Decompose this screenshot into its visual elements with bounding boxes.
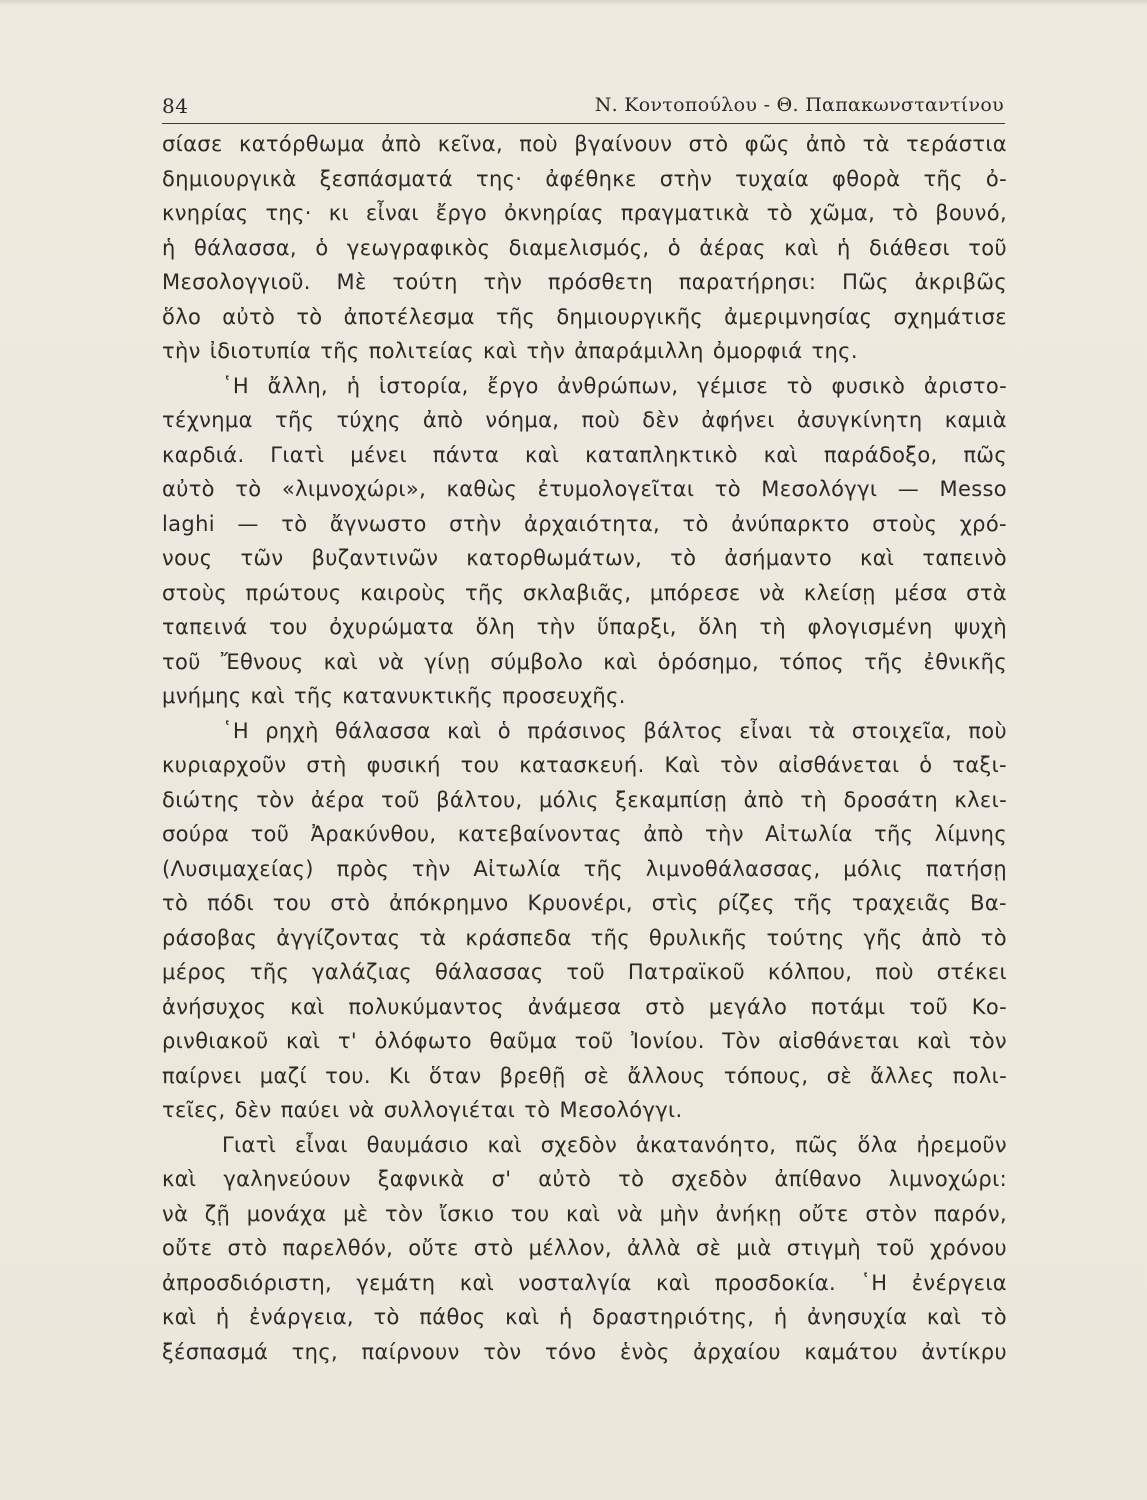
text-line: ταπεινά του ὀχυρώματα ὅλη τὴν ὕπαρξι, ὅλη τὴ φλογισμένη ψυχὴ <box>162 615 1007 639</box>
text-line: τέχνημα τῆς τύχης ἀπὸ νόημα, ποὺ δὲν ἀφήνει ἀσυγκίνητη καμιὰ <box>162 408 1007 432</box>
body-text <box>162 127 1007 1369</box>
text-line-paragraph-end: μνήμης καὶ τῆς κατανυκτικῆς προσευχῆς. <box>162 684 626 708</box>
text-line: κυριαρχοῦν στὴ φυσική του κατασκευή. Καὶ τὸν αἰσθάνεται ὁ ταξι- <box>162 753 1007 777</box>
text-line: αὐτὸ τὸ «λιμνοχώρι», καθὼς ἐτυμολογεῖται τὸ Μεσολόγγι — Messo <box>162 477 1007 501</box>
text-line: ξέσπασμά της, παίρνουν τὸν τόνο ἑνὸς ἀρχαίου καμάτου ἀντίκρυ <box>162 1339 1007 1364</box>
text-line: οὔτε στὸ παρελθόν, οὔτε στὸ μέλλον, ἀλλὰ σὲ μιὰ στιγμὴ τοῦ χρόνου <box>162 1236 1007 1260</box>
text-line: (Λυσιμαχείας) πρὸς τὴν Αἰτωλία τῆς λιμνοθάλασσας, μόλις πατήσῃ <box>162 856 1007 881</box>
text-line: ὅλο αὐτὸ τὸ ἀποτέλεσμα τῆς δημιουργικῆς ἀμεριμνησίας σχημάτισε <box>162 304 1007 329</box>
text-line-paragraph-end: τεῖες, δὲν παύει νὰ συλλογιέται τὸ Μεσολόγγι. <box>162 1098 683 1122</box>
text-line-paragraph-start: ῾Η ἄλλη, ἡ ἱστορία, ἔργο ἀνθρώπων, γέμισε τὸ φυσικὸ ἀριστο- <box>222 373 1007 398</box>
running-head: Ν. Κοντοπούλου - Θ. Παπακωνσταντίνου <box>594 94 1004 116</box>
text-line: μέρος τῆς γαλάζιας θάλασσας τοῦ Πατραϊκοῦ κόλπου, ποὺ στέκει <box>162 960 1007 984</box>
header-rule <box>162 123 1005 124</box>
text-line-paragraph-end: τὴν ἰδιοτυπία τῆς πολιτείας καὶ τὴν ἀπαράμιλλη ὀμορφιά της. <box>162 339 858 363</box>
text-line: ἡ θάλασσα, ὁ γεωγραφικὸς διαμελισμός, ὁ ἀέρας καὶ ἡ διάθεσι τοῦ <box>162 235 1007 260</box>
text-line: ἀπροσδιόριστη, γεμάτη καὶ νοσταλγία καὶ προσδοκία. ῾Η ἐνέργεια <box>162 1270 1007 1295</box>
text-line: σίασε κατόρθωμα ἀπὸ κεῖνα, ποὺ βγαίνουν στὸ φῶς ἀπὸ τὰ τεράστια <box>162 132 1007 156</box>
page-header <box>162 94 1004 124</box>
text-line: τὸ πόδι του στὸ ἀπόκρημνο Κρυονέρι, στὶς ρίζες τῆς τραχειᾶς Βα- <box>162 891 1007 915</box>
text-line: στοὺς πρώτους καιροὺς τῆς σκλαβιᾶς, μπόρεσε νὰ κλείσῃ μέσα στὰ <box>162 580 1007 605</box>
page-number: 84 <box>162 94 189 118</box>
text-line-paragraph-start: ῾Η ρηχὴ θάλασσα καὶ ὁ πράσινος βάλτος εἶναι τὰ στοιχεῖα, ποὺ <box>222 718 1007 743</box>
text-line: laghi — τὸ ἄγνωστο στὴν ἀρχαιότητα, τὸ ἀνύπαρκτο στοὺς χρό- <box>162 511 1007 536</box>
text-line: δημιουργικὰ ξεσπάσματά της· ἀφέθηκε στὴν τυχαία φθορὰ τῆς ὀ- <box>162 166 1007 191</box>
page-edge-shadow <box>0 0 1147 6</box>
text-line: κνηρίας της· κι εἶναι ἔργο ὀκνηρίας πραγματικὰ τὸ χῶμα, τὸ βουνό, <box>162 201 1007 225</box>
text-line: καὶ ἡ ἐνάργεια, τὸ πάθος καὶ ἡ δραστηριότης, ἡ ἀνησυχία καὶ τὸ <box>162 1305 1007 1329</box>
text-line: ἀνήσυχος καὶ πολυκύμαντος ἀνάμεσα στὸ μεγάλο ποτάμι τοῦ Κο- <box>162 994 1007 1019</box>
text-line: σούρα τοῦ Ἀρακύνθου, κατεβαίνοντας ἀπὸ τὴν Αἰτωλία τῆς λίμνης <box>162 822 1007 846</box>
text-line: νους τῶν βυζαντινῶν κατορθωμάτων, τὸ ἀσήμαντο καὶ ταπεινὸ <box>162 546 1007 570</box>
text-line: ρινθιακοῦ καὶ τ' ὁλόφωτο θαῦμα τοῦ Ἰονίου. Τὸν αἰσθάνεται καὶ τὸν <box>162 1029 1007 1053</box>
text-line-paragraph-start: Γιατὶ εἶναι θαυμάσιο καὶ σχεδὸν ἀκατανόητο, πῶς ὅλα ἠρεμοῦν <box>222 1132 1007 1157</box>
text-line: νὰ ζῇ μονάχα μὲ τὸν ἴσκιο του καὶ νὰ μὴν ἀνήκῃ οὔτε στὸν παρόν, <box>162 1201 1007 1226</box>
text-line: διώτης τὸν ἀέρα τοῦ βάλτου, μόλις ξεκαμπίσῃ ἀπὸ τὴ δροσάτη κλει- <box>162 787 1007 812</box>
text-line: ράσοβας ἀγγίζοντας τὰ κράσπεδα τῆς θρυλικῆς τούτης γῆς ἀπὸ τὸ <box>162 925 1007 950</box>
text-line: τοῦ Ἔθνους καὶ νὰ γίνῃ σύμβολο καὶ ὁρόσημο, τόπος τῆς ἐθνικῆς <box>162 649 1007 674</box>
text-line: παίρνει μαζί του. Κι ὅταν βρεθῇ σὲ ἄλλους τόπους, σὲ ἄλλες πολι- <box>162 1063 1007 1088</box>
text-line: καὶ γαληνεύουν ξαφνικὰ σ' αὐτὸ τὸ σχεδὸν ἀπίθανο λιμνοχώρι: <box>162 1167 1007 1191</box>
text-line: Μεσολογγιοῦ. Μὲ τούτη τὴν πρόσθετη παρατήρησι: Πῶς ἀκριβῶς <box>162 270 1007 294</box>
text-line: καρδιά. Γιατὶ μένει πάντα καὶ καταπληκτικὸ καὶ παράδοξο, πῶς <box>162 442 1007 467</box>
